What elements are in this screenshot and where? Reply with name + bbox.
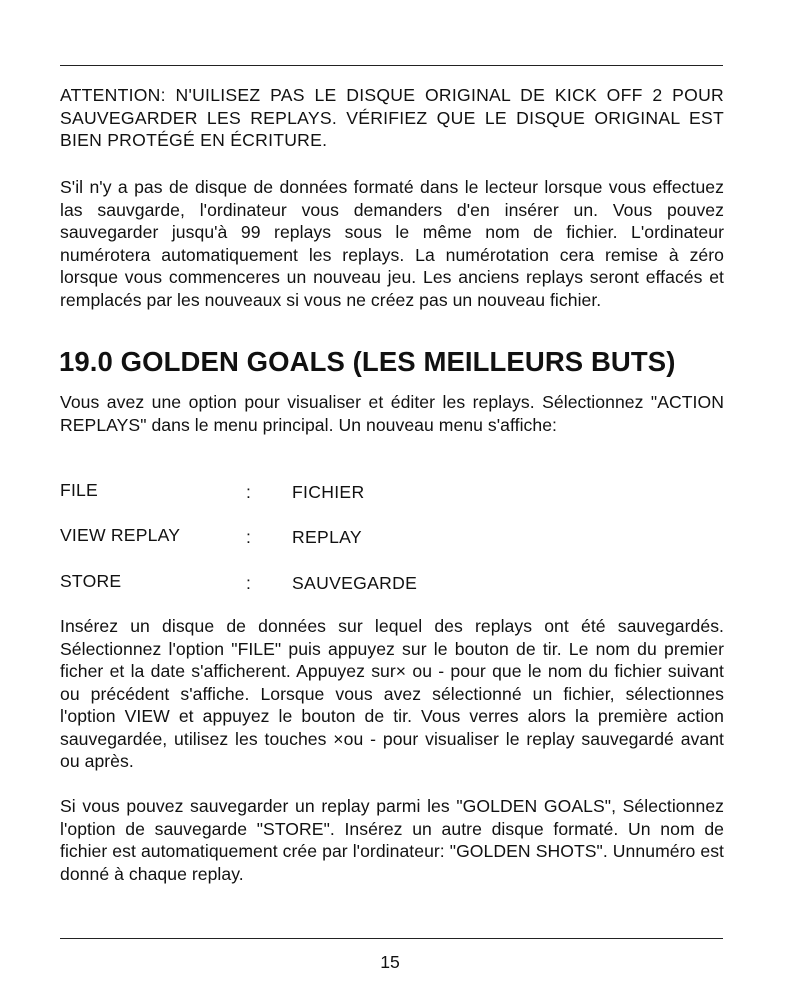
menu-option: VIEW REPLAY	[60, 525, 181, 545]
menu-separator: :	[246, 482, 251, 502]
menu-option: STORE	[60, 571, 122, 591]
menu-row-store	[60, 569, 724, 593]
menu-option: FILE	[60, 480, 98, 500]
intro-paragraph: Vous avez une option pour visualiser et éditer les replays. Sélectionnez "ACTION REPLAYS" dans le menu principal. Un nouveau menu s'affiche:	[60, 392, 724, 435]
top-rule	[60, 65, 723, 66]
store-paragraph: Si vous pouvez sauvegarder un replay parmi les "GOLDEN GOALS", Sélectionnez l'option de sauvegarde "STORE". Insérez un autre disque formaté. Un nom de fichier est automatiquement crée par l'ordinateur: "GOLDEN SHOTS". Unnuméro est donné à chaque replay.	[60, 796, 724, 884]
view-paragraph: Insérez un disque de données sur lequel des replays ont été sauvegardés. Sélectionnez l'option "FILE" puis appuyez sur le bouton de tir. Le nom du premier ficher et la date s'afficherent. Appuyez sur× ou - pour que le nom du fichier suivant ou précédent s'affiche. Lorsque vous avez sélectionné un fichier, sélectionnes l'option VIEW et appuyez le bouton de tir. Vous verres alors la première action sauvegardée, utilisez les touches ×ou - pour visualiser le replay sauvegardé avant ou après.	[60, 616, 724, 771]
menu-description: SAUVEGARDE	[292, 573, 418, 593]
menu-separator: :	[246, 527, 251, 547]
section-heading: 19.0 GOLDEN GOALS (LES MEILLEURS BUTS)	[59, 346, 676, 377]
menu-row-view-replay	[60, 523, 724, 547]
save-paragraph: S'il n'y a pas de disque de données formaté dans le lecteur lorsque vous effectuez las sauvgarde, l'ordinateur vous demanders d'en insérer un. Vous pouvez sauvegarder jusqu'à 99 replays sous le même nom de fichier. L'ordinateur numérotera automatiquement les replays. La numérotation cera remise à zéro lorsque vous commenceres un nouveau jeu. Les anciens replays seront effacés et remplacés par les nouveaux si vous ne créez pas un nouveau fichier.	[60, 177, 724, 310]
menu-description: FICHIER	[292, 482, 365, 502]
warning-paragraph: ATTENTION: N'UILISEZ PAS LE DISQUE ORIGINAL DE KICK OFF 2 POUR SAUVEGARDER LES REPLAYS. VÉRIFIEZ QUE LE DISQUE ORIGINAL EST BIEN PROTÉGÉ EN ÉCRITURE.	[60, 85, 724, 150]
menu-row-file	[60, 478, 724, 502]
page-number: 15	[380, 952, 400, 972]
menu-separator: :	[246, 573, 251, 593]
menu-description: REPLAY	[292, 527, 362, 547]
bottom-rule	[60, 938, 723, 939]
